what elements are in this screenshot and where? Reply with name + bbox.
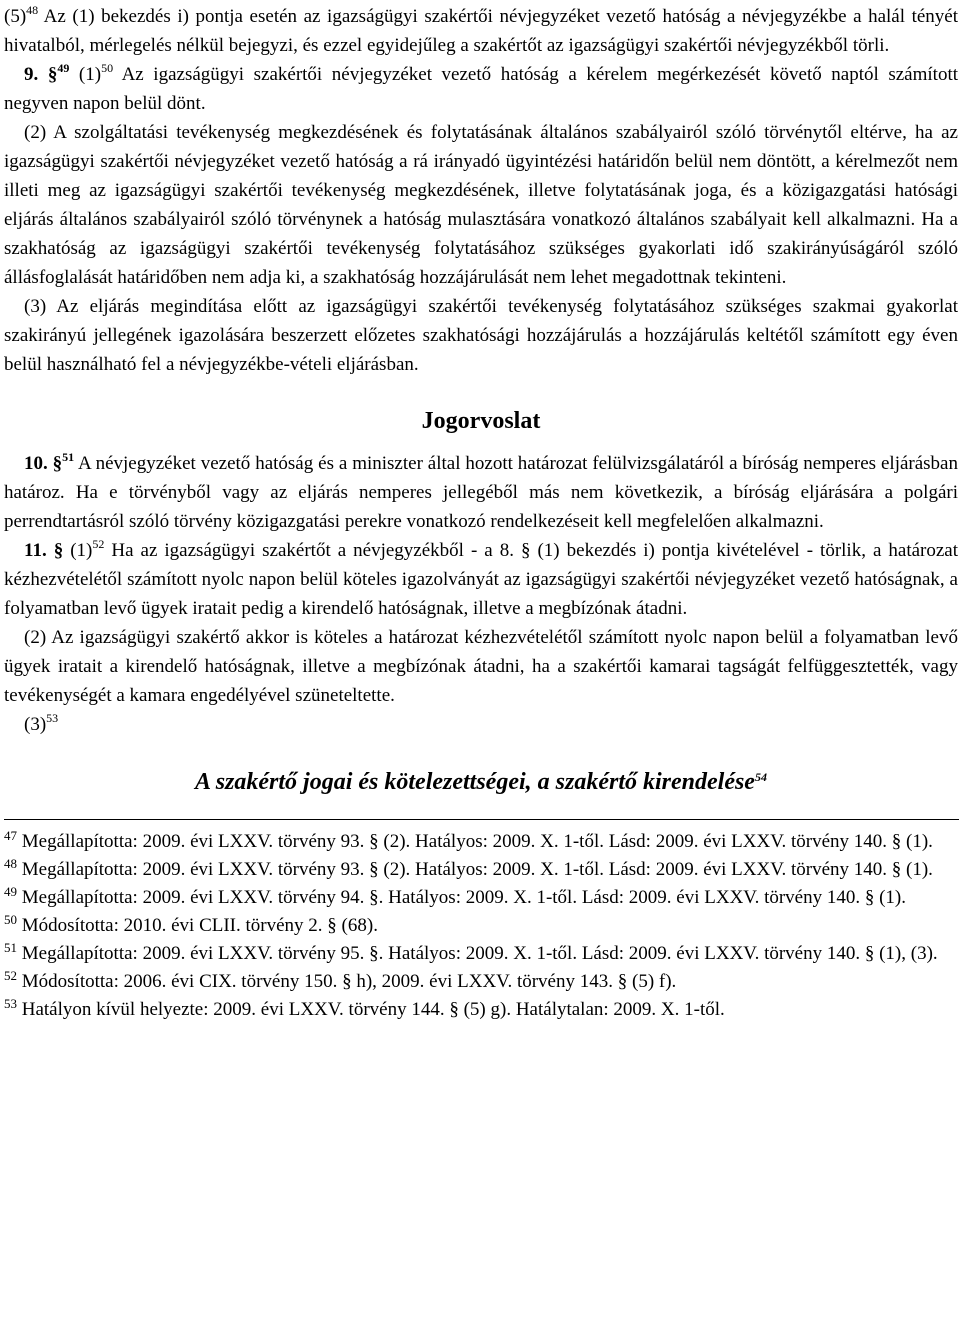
footnote-ref[interactable]: 50 [101, 61, 114, 75]
paragraph-5-48 [4, 2, 958, 60]
section-11-paragraph-3 [4, 710, 958, 739]
footnotes [4, 828, 958, 1024]
footnote-number: 48 [4, 856, 17, 871]
footnote-ref[interactable]: 51 [62, 450, 75, 464]
paragraph-text: Ha az igazságügyi szakértőt a névjegyzékből - a 8. § (1) bekezdés i) pontja kivételével - törlik, a határozat kézhezvételétől számított nyolc napon belül köteles igazolványát az igazságügyi szakértői névjegyzéket vezető hatóságnak, a folyamatban levő ügyek iratait pedig a kirendelő hatóságnak, illetve a megbízónak átadni. [4, 540, 959, 619]
footnote-number: 53 [4, 996, 17, 1011]
heading-jogorvoslat: Jogorvoslat [421, 408, 541, 434]
footnote-text: Megállapította: 2009. évi LXXV. törvény 94. §. Hatályos: 2009. X. 1-től. Lásd: 2009. évi LXXV. törvény 140. § (1). [17, 887, 907, 908]
footnote-text: Hatályon kívül helyezte: 2009. évi LXXV. törvény 144. § (5) g). Hatálytalan: 2009. X. 1-től. [17, 999, 725, 1020]
footnote-48 [4, 856, 958, 884]
section-11-paragraph-2: (2) Az igazságügyi szakértő akkor is köteles a határozat kézhezvételétől számított nyolc napon belül a folyamatban levő ügyek iratait a kirendelő hatóságnak, illetve a megbízónak átadni, ha a szakértői kamarai tagságát felfüggesztették, vagy tevékenységét a kamara engedélyével szüneteltette. [4, 627, 958, 706]
footnote-ref[interactable]: 49 [57, 61, 70, 75]
footnote-text: Megállapította: 2009. évi LXXV. törvény 95. §. Hatályos: 2009. X. 1-től. Lásd: 2009. évi LXXV. törvény 140. § (1), (3). [17, 943, 938, 964]
footnote-50 [4, 912, 958, 940]
paragraph-text: A névjegyzéket vezető hatóság és a miniszter által hozott határozat felülvizsgálatáról a bíróság nemperes eljárásban határoz. Ha e törvényből vagy az eljárás nemperes jellegéből más nem következik, a bíróság eljárására a polgári perrendtartásról szóló törvény közigazgatási perekre vonatkozó rendelkezéseit kell megfelelően alkalmazni. [4, 453, 958, 532]
footnote-text: Megállapította: 2009. évi LXXV. törvény 93. § (2). Hatályos: 2009. X. 1-től. Lásd: 2009. évi LXXV. törvény 140. § (1). [17, 831, 933, 852]
footnote-52 [4, 968, 958, 996]
footnote-ref[interactable]: 53 [46, 711, 59, 725]
footnote-49 [4, 884, 958, 912]
footnote-ref[interactable]: 54 [754, 770, 767, 784]
chapter-title: A szakértő jogai és kötelezettségei, a szakértő kirendelése [195, 769, 755, 795]
footnote-ref[interactable]: 52 [92, 537, 105, 551]
section-10 [4, 449, 958, 536]
section-label: 11. § [24, 540, 64, 561]
paragraph-number: (5) [4, 6, 27, 27]
footnote-text: Módosította: 2010. évi CLII. törvény 2. § (68). [17, 915, 378, 936]
paragraph-text: Az (1) bekezdés i) pontja esetén az igazságügyi szakértői névjegyzéket vezető hatóság a névjegyzékbe a halál tényét hivatalból, mérlegelés nélkül bejegyzi, és ezzel egyidejűleg a szakértőt az igazságügyi szakértői névjegyzékből törli. [4, 6, 958, 56]
footnote-number: 49 [4, 884, 17, 899]
paragraph-text: Az igazságügyi szakértői névjegyzéket vezető hatóság a kérelem megérkezését követő naptól számított negyven napon belül dönt. [4, 64, 959, 114]
section-9-paragraph-2: (2) A szolgáltatási tevékenység megkezdésének és folytatásának általános szabályairól szóló törvénytől eltérve, ha az igazságügyi szakértői névjegyzéket vezető hatóság a rá irányadó ügyintézési határidőn belül nem döntött, a kérelmezőt nem illeti meg az igazságügyi szakértői tevékenység megkezdésének, illetve folytatásának joga, és a közigazgatási hatósági eljárás általános szabályairól szóló törvénynek a hatóság mulasztására vonatkozó általános szabályait kell alkalmazni. Ha a szakhatóság az igazságügyi szakértői tevékenység folytatásához szükséges gyakorlati idő szakirányúságáról szóló állásfoglalását határidőben nem adja ki, a szakhatóság hozzájárulását nem lehet megadottnak tekinteni. [4, 122, 958, 288]
footnote-number: 47 [4, 828, 17, 843]
footnote-ref[interactable]: 48 [26, 3, 39, 17]
section-9-paragraph-1 [4, 60, 958, 118]
chapter-heading [4, 767, 958, 797]
footnote-number: 51 [4, 940, 17, 955]
footnote-separator [4, 819, 959, 820]
footnote-text: Módosította: 2006. évi CIX. törvény 150. § h), 2009. évi LXXV. törvény 143. § (5) f). [17, 971, 677, 992]
section-label: 9. § [24, 64, 58, 85]
paragraph-number: (3) [24, 714, 47, 735]
footnote-51 [4, 940, 958, 968]
subsection-number: (1) [69, 64, 102, 85]
footnote-number: 50 [4, 912, 17, 927]
section-9-paragraph-3: (3) Az eljárás megindítása előtt az igazságügyi szakértői tevékenység folytatásához szükséges szakmai gyakorlat szakirányú jellegének igazolására beszerzett előzetes szakhatósági hozzájárulás a hozzájárulás keltétől számított egy éven belül használható fel a névjegyzékbe-vételi eljárásban. [4, 296, 958, 375]
footnote-47 [4, 828, 958, 856]
footnote-53 [4, 996, 958, 1024]
section-11-paragraph-1 [4, 536, 958, 623]
footnote-text: Megállapította: 2009. évi LXXV. törvény 93. § (2). Hatályos: 2009. X. 1-től. Lásd: 2009. évi LXXV. törvény 140. § (1). [17, 859, 933, 880]
section-label: 10. § [24, 453, 63, 474]
footnote-number: 52 [4, 968, 17, 983]
document-page [4, 0, 958, 1024]
subsection-number: (1) [63, 540, 93, 561]
